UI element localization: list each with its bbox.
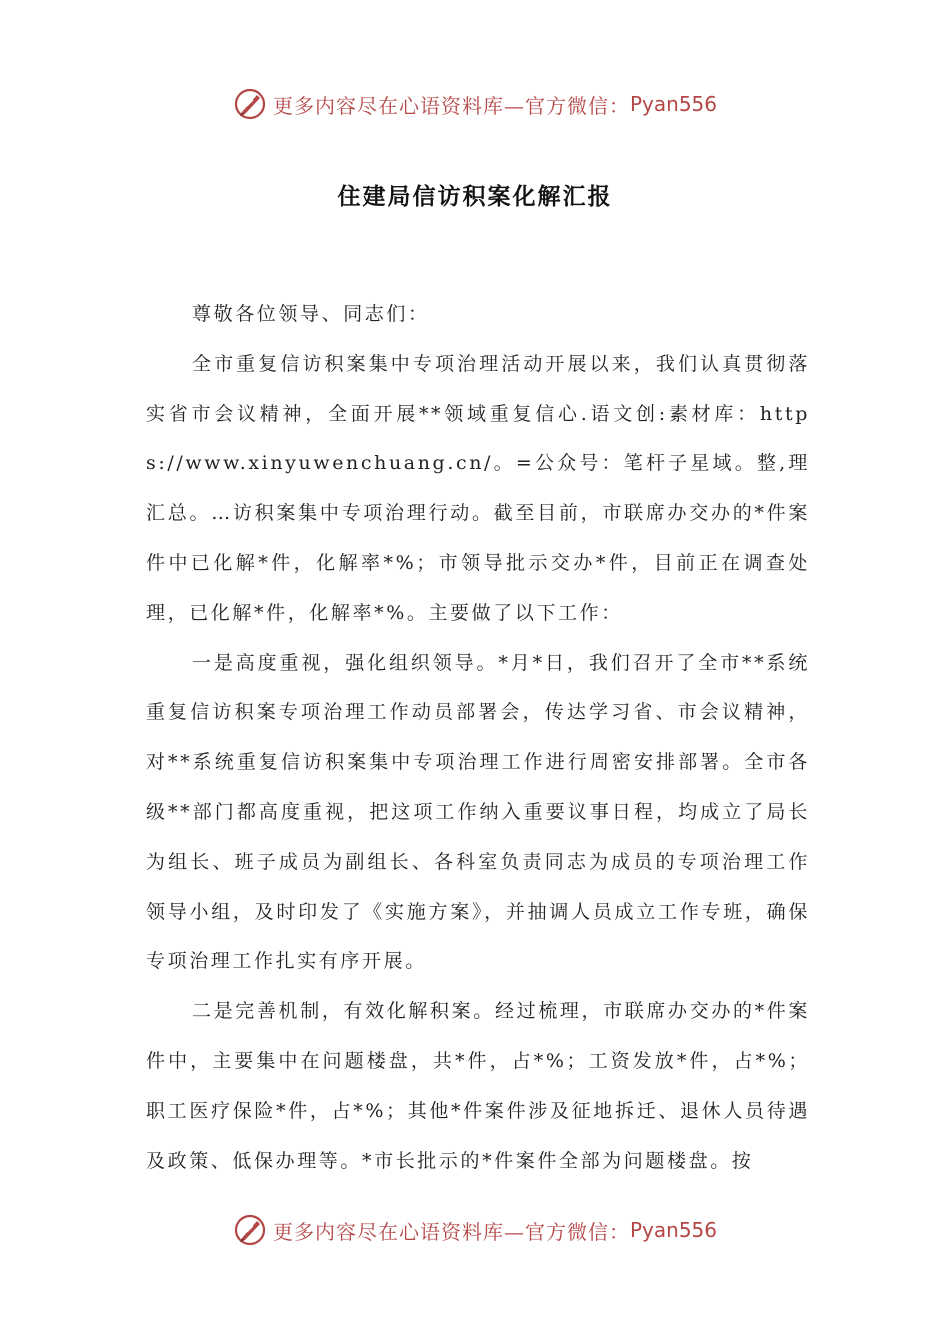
- point-two-paragraph: 二是完善机制，有效化解积案。经过梳理，市联席办交办的*件案件中，主要集中在问题楼盘，共*件，占*%；工资发放*件，占*%；职工医疗保险*件，占*%；其他*件案件涉及征地拆迁、退休人员待遇及政策、低保办理等。*市长批示的*件案件全部为问题楼盘。按: [146, 1000, 810, 1172]
- watermark-text: 更多内容尽在心语资料库—官方微信：: [272, 93, 630, 118]
- watermark-text: 更多内容尽在心语资料库—官方微信：: [272, 1219, 630, 1244]
- quill-logo-icon: [233, 1213, 267, 1247]
- footer-watermark: [0, 1208, 950, 1252]
- intro-paragraph: 全市重复信访积案集中专项治理活动开展以来，我们认真贯彻落实省市会议精神，全面开展**领域重复信心.语文创:素材库：https://www.xinyuwenchuang.cn/。=公众号：笔杆子星域。整,理汇总。…访积案集中专项治理行动。截至目前，市联席办交办的*件案件中已化解*件，化解率*%；市领导批示交办*件，目前正在调查处理，已化解*件，化解率*%。主要做了以下工作：: [146, 352, 810, 624]
- quill-logo-icon: [233, 87, 267, 121]
- page-title: 住建局信访积案化解汇报: [337, 184, 613, 210]
- document-body: [146, 290, 810, 1186]
- point-one-paragraph: 一是高度重视，强化组织领导。*月*日，我们召开了全市**系统重复信访积案专项治理工作动员部署会，传达学习省、市会议精神，对**系统重复信访积案集中专项治理工作进行周密安排部署。全市各级**部门都高度重视，把这项工作纳入重要议事日程，均成立了局长为组长、班子成员为副组长、各科室负责同志为成员的专项治理工作领导小组，及时印发了《实施方案》，并抽调人员成立工作专班，确保专项治理工作扎实有序开展。: [146, 651, 810, 973]
- watermark-wechat-id: Pyan556: [629, 1218, 717, 1242]
- watermark-wechat-id: Pyan556: [629, 92, 717, 116]
- salutation-paragraph: 尊敬各位领导、同志们：: [192, 303, 430, 325]
- header-watermark: [0, 82, 950, 126]
